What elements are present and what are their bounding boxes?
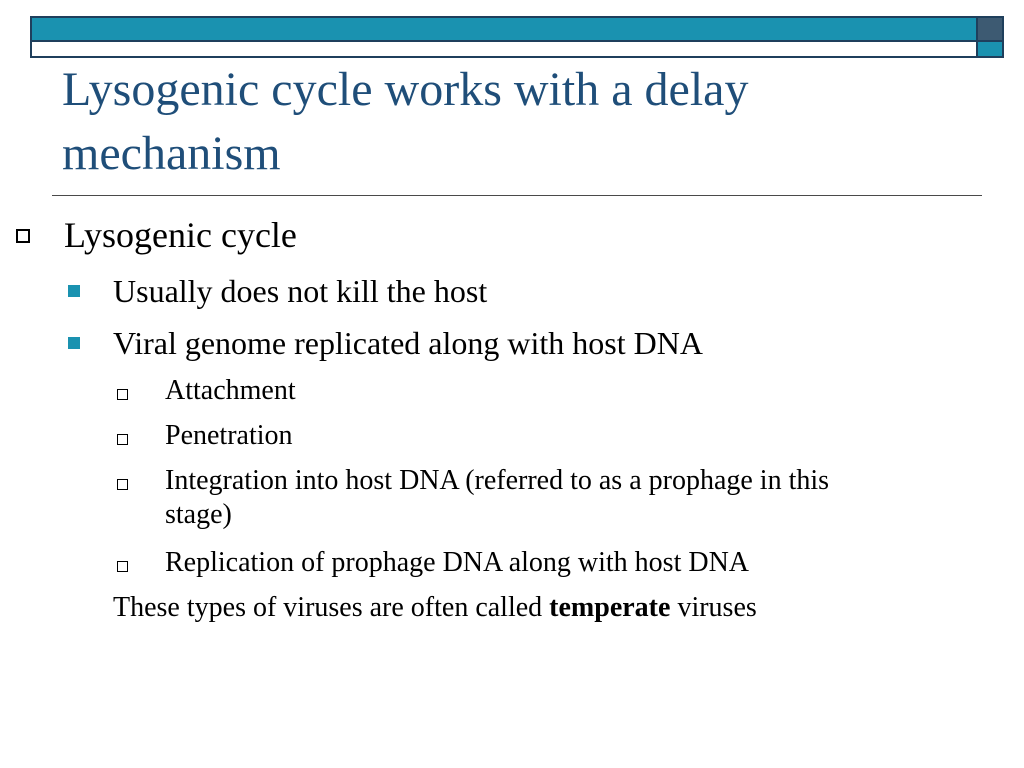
hollow-square-bullet-icon (117, 561, 128, 572)
bullet-level3-item: Attachment (165, 375, 296, 406)
hollow-square-bullet-icon (117, 434, 128, 445)
bullet-level1: Lysogenic cycle (64, 215, 297, 255)
hollow-square-bullet-icon (117, 389, 128, 400)
closing-prefix: These types of viruses are often called (113, 592, 550, 623)
bullet-level3-item: Replication of prophage DNA along with host DNA (165, 547, 750, 578)
title-divider (52, 195, 982, 196)
hollow-square-bullet-icon (16, 229, 30, 243)
filled-square-bullet-icon (68, 337, 80, 349)
header-corner-dark (978, 18, 1002, 42)
header-corner-block (978, 16, 1004, 58)
slide-title: Lysogenic cycle works with a delay mechanism (62, 63, 749, 180)
bullet-level2-item: Usually does not kill the host (113, 273, 488, 309)
hollow-square-bullet-icon (117, 479, 128, 490)
header-bar-stripe (32, 18, 976, 42)
closing-emphasis: temperate (549, 592, 671, 623)
header-bar (30, 16, 978, 58)
closing-suffix: viruses (670, 592, 757, 623)
bullet-level3-item: Integration into host DNA (referred to as a prophage in this stage) (165, 465, 830, 530)
filled-square-bullet-icon (68, 285, 80, 297)
bullet-level2-item: Viral genome replicated along with host DNA (113, 325, 703, 361)
bullet-level3-item: Penetration (165, 420, 293, 451)
closing-statement (113, 591, 757, 625)
header-corner-light (978, 42, 1002, 56)
